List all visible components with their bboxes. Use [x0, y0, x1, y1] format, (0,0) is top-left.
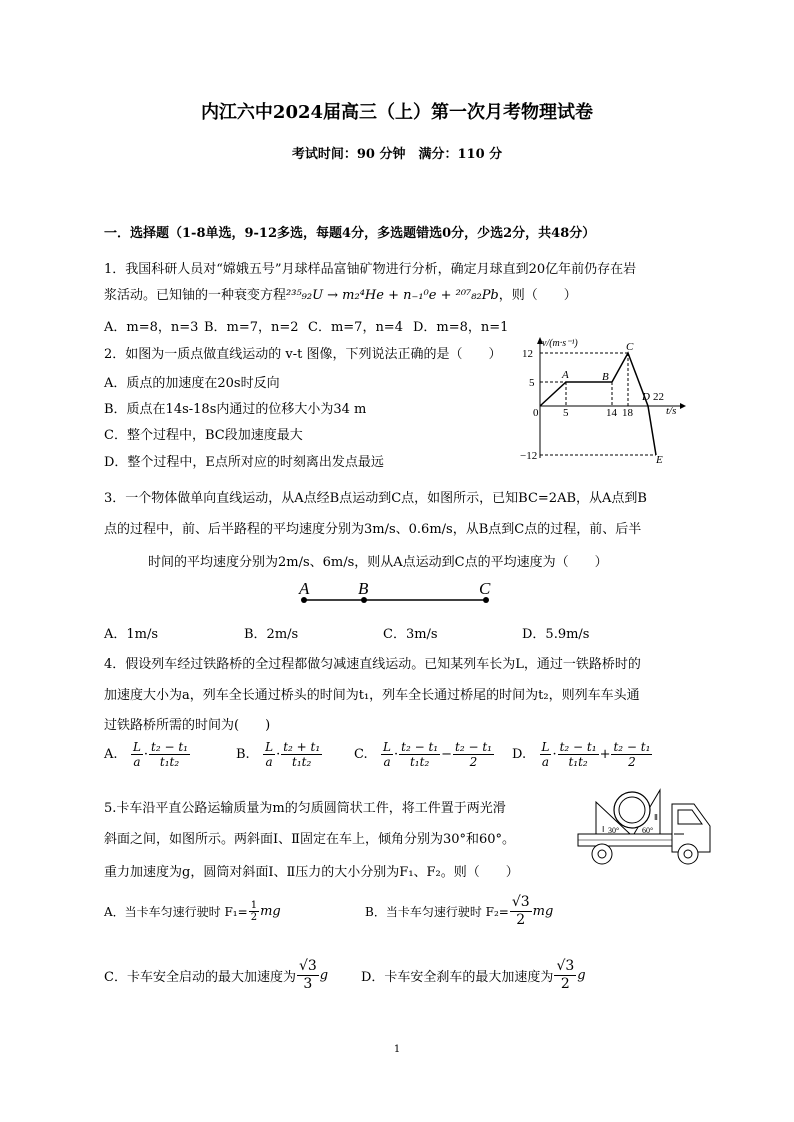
ytick-5: 5	[529, 377, 535, 389]
q5-option-a[interactable]: A．当卡车匀速行驶时 F₁= $\frac{1}{2}$ mg	[104, 900, 281, 923]
xtick-14: 14	[606, 407, 617, 419]
q2-option-c[interactable]: C．整个过程中，BC段加速度最大	[104, 428, 303, 443]
q3-option-b[interactable]: B．2m/s	[244, 627, 299, 642]
vt-line	[540, 353, 656, 455]
point-a: A	[562, 369, 569, 381]
q4-option-d-letter: D.	[512, 747, 527, 762]
frac-sqrt3-over-2: $\frac{√3}{2}$	[556, 958, 575, 992]
q5-line1: 5.卡车沿平直公路运输质量为m的匀质圆筒状工件，将工件置于两光滑	[104, 801, 506, 816]
point-b: B	[602, 371, 609, 383]
frac-t2-minus-t1: $\frac{\text{t₂ − t₁}}{\text{t₁t₂}}$	[151, 740, 188, 769]
q5-line3: 重力加速度为g，圆筒对斜面Ⅰ、Ⅱ压力的大小分别为F₁、F₂。则（ ）	[104, 865, 519, 880]
angle-30: 30°	[608, 826, 620, 835]
q5-option-a-text: A．当卡车匀速行驶时 F₁=	[104, 905, 248, 919]
q4-option-c-letter: C.	[354, 747, 368, 762]
xtick-18: 18	[622, 407, 633, 419]
front-hub	[684, 850, 692, 858]
frac-l-a: $\frac{L}{a}$	[132, 740, 141, 769]
q1-line2	[104, 284, 577, 303]
frac-half: $\frac{1}{2}$	[250, 900, 258, 923]
q4-option-b[interactable]: B. $\frac{L}{a}$ · $\frac{\text{t₂ + t₁}}{\text{t₁t₂}}$	[236, 740, 321, 769]
q5-option-d-text: D．卡车安全刹车的最大加速度为	[361, 970, 554, 985]
frac-l-a: $\frac{L}{a}$	[383, 740, 391, 769]
label-a: A	[299, 579, 310, 598]
q5-line2: 斜面之间，如图所示。两斜面Ⅰ、Ⅱ固定在车上，倾角分别为30°和60°。	[104, 832, 516, 847]
q4-line2: 加速度大小为a，列车全长通过桥头的时间为t₁，列车全长通过桥尾的时间为t₂，则列车车头通	[104, 688, 640, 703]
frac-l-a: $\frac{L}{a}$	[541, 740, 550, 769]
q2-stem: 2．如图为一质点做直线运动的 v-t 图像，下列说法正确的是（ ）	[104, 347, 502, 362]
frac-t2-minus-t1: $\frac{\text{t₂ − t₁}}{\text{t₁t₂}}$	[559, 740, 597, 769]
q3-line1: 3．一个物体做单向直线运动，从A点经B点运动到C点，如图所示，已知BC=2AB，从A点到B	[104, 491, 647, 506]
frac-l-a: $\frac{L}{a}$	[265, 740, 274, 769]
q3-option-c[interactable]: C．3m/s	[383, 627, 438, 642]
q3-option-d[interactable]: D．5.9m/s	[522, 627, 590, 642]
q4-line1: 4．假设列车经过铁路桥的全过程都做匀减速直线运动。已知某列车长为L，通过一铁路桥时的	[104, 657, 641, 672]
ytick-0: 0	[533, 407, 539, 419]
point-d: D	[642, 391, 650, 403]
q4-option-b-letter: B.	[236, 747, 250, 762]
q4-line3: 过铁路桥所需的时间为( )	[104, 718, 271, 733]
slope-2-label: Ⅱ	[654, 813, 658, 822]
q5-option-c[interactable]: C．卡车安全启动的最大加速度为 $\frac{√3}{3}$ g	[104, 958, 329, 992]
frac-t2-plus-t1: $\frac{\text{t₂ + t₁}}{\text{t₁t₂}}$	[283, 740, 321, 769]
frac-t2-minus-t1: $\frac{\text{t₂ − t₁}}{\text{t₁t₂}}$	[401, 740, 439, 769]
graph-xlabel: t/s	[666, 405, 677, 417]
exam-subtitle: 考试时间：90 分钟 满分：110 分	[291, 147, 503, 162]
frac-sqrt3-over-3: $\frac{√3}{3}$	[298, 958, 317, 992]
graph-ylabel: v/(m·s⁻¹)	[542, 338, 578, 349]
exam-title: 内江六中2024届高三（上）第一次月考物理试卷	[200, 102, 594, 123]
xtick-5: 5	[563, 407, 569, 419]
angle-60: 60°	[642, 826, 654, 835]
q5-option-d[interactable]: D．卡车安全刹车的最大加速度为 $\frac{√3}{2}$ g	[361, 958, 586, 992]
page-number: 1	[393, 1044, 401, 1055]
q4-option-c[interactable]: C. $\frac{L}{a}$ · $\frac{\text{t₂ − t₁}}{\text{t₁t₂}}$ − $\frac{\text{t₂ − t₁}}{2}$	[354, 740, 492, 769]
label-b: B	[358, 579, 369, 598]
q5-option-c-text: C．卡车安全启动的最大加速度为	[104, 970, 296, 985]
q2-option-b[interactable]: B．质点在14s-18s内通过的位移大小为34 m	[104, 402, 367, 417]
vt-graph	[520, 334, 695, 466]
q5-option-b-text: B．当卡车匀速行驶时 F₂=	[365, 905, 509, 919]
q2-option-d[interactable]: D．整个过程中，E点所对应的时刻离出发点最远	[104, 455, 384, 470]
q3-line2: 点的过程中，前、后半路程的平均速度分别为3m/s、0.6m/s，从B点到C点的过程，前、后半	[104, 522, 642, 537]
frac-sqrt3-over-2: $\frac{√3}{2}$	[511, 894, 530, 928]
q4-option-d[interactable]: D. $\frac{L}{a}$ · $\frac{\text{t₂ − t₁}}{\text{t₁t₂}}$ + $\frac{\text{t₂ − t₁}}{2}$	[512, 740, 651, 769]
q1-line2b: ，则（ ）	[498, 288, 577, 303]
q1-line1: 1．我国科研人员对“嫦娥五号”月球样品富铀矿物进行分析，确定月球直到20亿年前仍存在岩	[104, 262, 637, 277]
frac-half-diff: $\frac{\text{t₂ − t₁}}{2}$	[613, 740, 651, 769]
abc-line-diagram	[290, 578, 500, 608]
ytick-12: 12	[522, 348, 533, 360]
point-e: E	[656, 454, 663, 466]
q1-option-b[interactable]: B．m=7，n=2	[204, 320, 299, 335]
section-heading: 一．选择题（1-8单选，9-12多选，每题4分，多选题错选0分，少选2分，共48分）	[104, 226, 596, 241]
q1-option-d[interactable]: D．m=8，n=1	[413, 320, 509, 335]
q3-line3: 时间的平均速度分别为2m/s、6m/s，则从A点运动到C点的平均速度为（ ）	[148, 555, 608, 570]
q1-option-c[interactable]: C．m=7，n=4	[308, 320, 403, 335]
point-c: C	[626, 341, 634, 353]
q1-line2a: 浆活动。已知铀的一种衰变方程	[104, 288, 287, 303]
frac-half-diff: $\frac{\text{t₂ − t₁}}{2}$	[455, 740, 492, 769]
q4-option-a[interactable]: A. $\frac{L}{a}$ · $\frac{\text{t₂ − t₁}}{\text{t₁t₂}}$	[104, 740, 188, 769]
label-c: C	[479, 579, 491, 598]
q1-equation: ²³⁵₉₂U → m₂⁴He + n₋₁⁰e + ²⁰⁷₈₂Pb	[286, 288, 499, 303]
ytick-neg12: −12	[520, 450, 538, 462]
truck-diagram	[574, 778, 720, 874]
q2-option-a[interactable]: A．质点的加速度在20s时反向	[104, 376, 280, 391]
x-axis-arrow	[680, 403, 686, 409]
q1-option-a[interactable]: A．m=8，n=3	[104, 320, 199, 335]
slope-1-label: Ⅰ	[602, 825, 605, 834]
q5-option-b[interactable]: B．当卡车匀速行驶时 F₂= $\frac{√3}{2}$ mg	[365, 894, 554, 928]
q3-option-a[interactable]: A．1m/s	[104, 627, 159, 642]
q4-option-a-letter: A.	[104, 747, 118, 762]
rear-hub	[598, 850, 606, 858]
xtick-22: 22	[653, 391, 664, 403]
cylinder-inner	[619, 797, 645, 823]
